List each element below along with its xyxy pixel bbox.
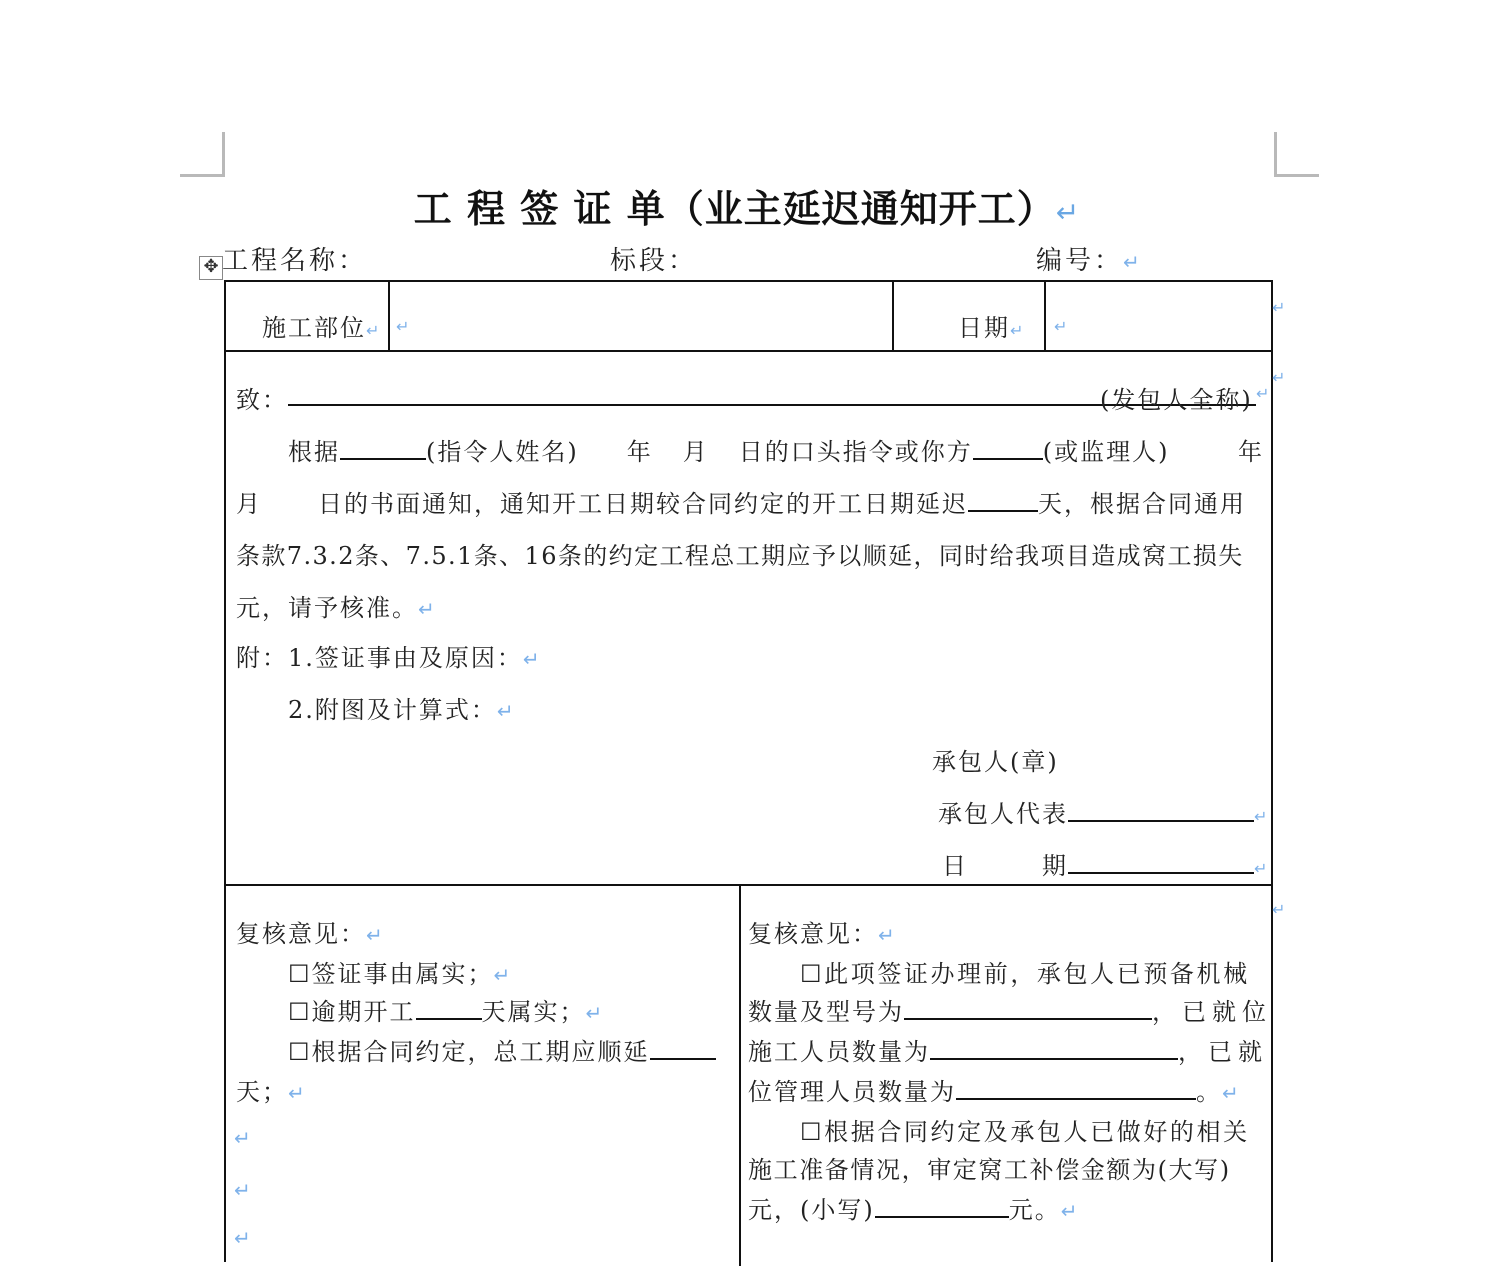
text: 元。	[1008, 1196, 1061, 1224]
paragraph-mark-icon: ↵	[522, 647, 542, 671]
paragraph-mark-icon: ↵	[878, 923, 897, 947]
paragraph-mark-icon: ↵	[288, 1081, 307, 1105]
text: 月	[682, 438, 709, 466]
review-right-option-1[interactable]: ☐此项签证办理前，承包人已预备机械	[800, 960, 1250, 988]
text: 复核意见：	[748, 920, 878, 948]
review-right-heading	[748, 914, 897, 949]
paragraph-mark-icon: ↵	[493, 963, 513, 987]
paragraph-mark-icon: ↵	[234, 1178, 251, 1202]
section-label: 标段：	[610, 246, 698, 276]
paragraph-mark-icon: ↵	[366, 923, 385, 947]
text: (指令人姓名)	[426, 438, 579, 466]
attachment-1	[236, 638, 542, 673]
text: 。	[1196, 1078, 1222, 1106]
paragraph-mark-icon: ↵	[496, 699, 516, 723]
review-right-amount-small-line	[748, 1190, 1080, 1225]
row-divider	[226, 884, 1271, 886]
review-left-option-2[interactable]	[288, 992, 604, 1027]
text: 年	[626, 438, 653, 466]
text: 天；	[236, 1078, 288, 1106]
managers-blank[interactable]	[956, 1074, 1196, 1100]
text: 附：1.签证事由及原因：	[236, 644, 523, 672]
text: 承包人代表	[938, 800, 1068, 828]
project-name-label: 工程名称：	[222, 246, 368, 276]
to-label: 致：	[236, 386, 288, 414]
text: 位管理人员数量为	[748, 1078, 956, 1106]
paragraph-mark-icon: ↵	[1254, 807, 1270, 826]
text: (或监理人)	[1042, 438, 1170, 466]
paragraph-mark-icon: ↵	[1123, 250, 1143, 274]
attachment-2	[288, 690, 516, 725]
review-left-option-3[interactable]	[288, 1032, 716, 1067]
row-end-mark-icon: ↵	[1272, 298, 1286, 317]
contractor-seal-label: 承包人(章)	[932, 748, 1059, 776]
notice-line-3: 条款7.3.2条、7.5.1条、16条的约定工程总工期应予以顺延，同时给我项目造成窝工损失	[236, 542, 1244, 570]
text: 元，(小写)	[748, 1196, 875, 1224]
paragraph-mark-icon: ↵	[366, 321, 382, 340]
cell-divider	[739, 886, 741, 1266]
paragraph-mark-icon: ↵	[234, 1126, 251, 1150]
paragraph-mark-icon: ↵	[1222, 1081, 1241, 1105]
amount-small-blank[interactable]	[875, 1192, 1009, 1218]
overdue-days-blank[interactable]	[416, 994, 482, 1020]
review-left-heading	[236, 914, 385, 949]
text: ☐逾期开工	[288, 998, 416, 1026]
extension-days-blank[interactable]	[650, 1034, 716, 1060]
notice-line-1-year: 年	[1238, 438, 1264, 466]
workers-blank[interactable]	[930, 1034, 1178, 1060]
text: 复核意见：	[236, 920, 366, 948]
text: ☐签证事由属实；	[288, 960, 494, 988]
party-blank[interactable]	[973, 434, 1043, 460]
location-label-text: 施工部位	[262, 314, 366, 342]
notice-line-4	[236, 588, 437, 623]
date-value-cell[interactable]	[1054, 310, 1069, 338]
table-move-icon[interactable]: ✥	[199, 256, 223, 280]
location-label	[262, 308, 381, 343]
paragraph-mark-icon: ↵	[1256, 384, 1270, 403]
cell-divider	[892, 282, 894, 350]
text: 天，根据合同通用	[1038, 490, 1246, 518]
contractor-rep-line	[938, 794, 1269, 829]
text: ，已就	[1178, 1038, 1268, 1066]
text: 日的书面通知，通知开工日期较合同约定的开工日期延迟	[318, 490, 968, 518]
contractor-date-blank[interactable]	[1068, 848, 1254, 874]
location-value-cell[interactable]	[396, 310, 411, 338]
paragraph-mark-icon: ↵	[1254, 859, 1270, 878]
text: 施工人员数量为	[748, 1038, 930, 1066]
machinery-blank[interactable]	[904, 994, 1152, 1020]
review-left-option-1[interactable]	[288, 954, 512, 989]
document-title	[0, 178, 1494, 233]
review-left-option-3-tail	[236, 1072, 307, 1107]
contractor-date-line	[942, 846, 1269, 881]
text: ，已就位	[1152, 998, 1272, 1026]
paragraph-mark-icon: ↵	[1055, 196, 1081, 229]
paragraph-mark-icon: ↵	[1060, 1199, 1080, 1223]
review-right-workers-line	[748, 1032, 1268, 1067]
cell-divider	[1044, 282, 1046, 350]
notice-line-1	[288, 432, 1169, 467]
crop-mark-top-left	[180, 132, 225, 177]
row-divider	[226, 350, 1271, 352]
text: 月	[236, 490, 262, 518]
text: 天属实；	[481, 998, 586, 1026]
text: 2.附图及计算式：	[288, 696, 497, 724]
review-right-option-2[interactable]: ☐根据合同约定及承包人已做好的相关	[800, 1118, 1250, 1146]
review-right-machinery-line	[748, 992, 1272, 1027]
date-label	[958, 308, 1025, 343]
notice-line-2	[236, 484, 1246, 519]
paragraph-mark-icon: ↵	[1054, 317, 1070, 336]
employer-suffix: (发包人全称)	[1100, 386, 1253, 414]
text: 日的口头指令或你方	[738, 438, 973, 466]
review-right-amount-line: 施工准备情况，审定窝工补偿金额为(大写)	[748, 1156, 1231, 1184]
number-label-text: 编号：	[1036, 246, 1124, 276]
review-right-managers-line	[748, 1072, 1241, 1107]
title-text: 工 程 签 证 单（业主延迟通知开工）	[413, 187, 1056, 231]
crop-mark-top-right	[1274, 132, 1319, 177]
number-label	[1036, 240, 1143, 277]
text: 元，请予核准。	[236, 594, 418, 622]
text: 日	[942, 852, 968, 880]
paragraph-mark-icon: ↵	[1010, 321, 1026, 340]
delay-days-blank[interactable]	[968, 486, 1038, 512]
contractor-rep-blank[interactable]	[1068, 796, 1254, 822]
paragraph-mark-icon: ↵	[396, 317, 412, 336]
instructor-name-blank[interactable]	[340, 434, 426, 460]
paragraph-mark-icon: ↵	[418, 597, 437, 621]
paragraph-mark-icon: ↵	[585, 1001, 605, 1025]
row-end-mark-icon: ↵	[1272, 900, 1286, 919]
text: 根据	[288, 438, 340, 466]
text: 期	[1042, 852, 1068, 880]
cell-divider	[388, 282, 390, 350]
text: ☐根据合同约定，总工期应顺延	[288, 1038, 650, 1066]
paragraph-mark-icon: ↵	[234, 1226, 251, 1250]
row-end-mark-icon: ↵	[1272, 368, 1286, 387]
text: 数量及型号为	[748, 998, 904, 1026]
date-label-text: 日期	[958, 314, 1010, 342]
